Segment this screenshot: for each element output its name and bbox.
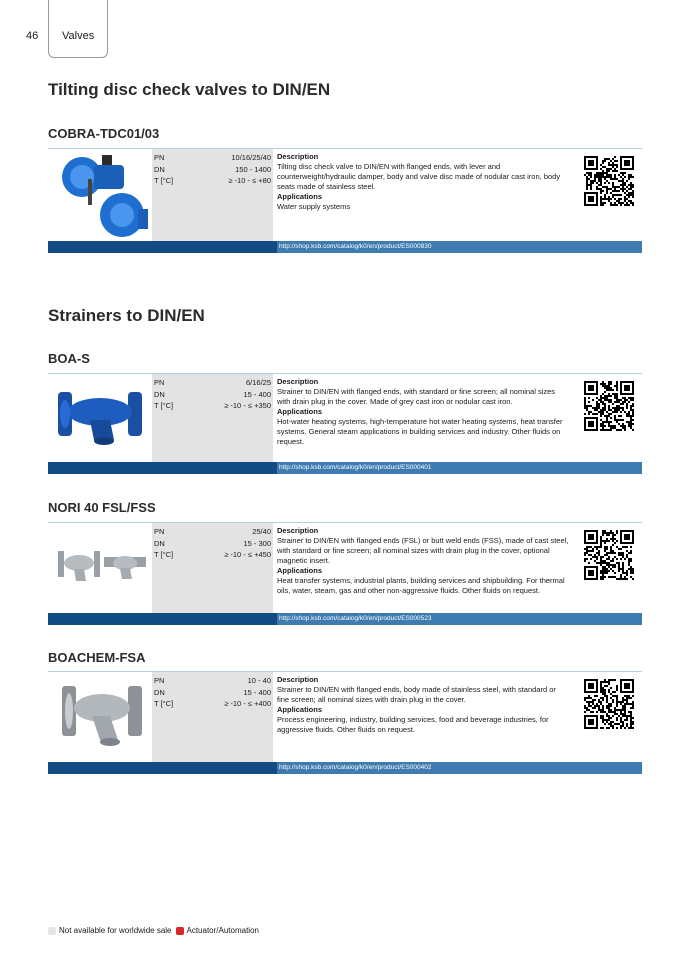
spec-value-pn: 25/40 [252,527,271,536]
product-card [48,148,642,254]
spec-label-dn: DN [154,538,165,548]
applications-heading: Applications [277,407,323,416]
chapter-tab [48,0,108,58]
spec-label-t: T [°C] [154,176,174,185]
spec-label-pn: PN [154,378,165,387]
description-text: Strainer to DIN/EN with flanged ends, body made of stainless steel, with standard or fine screen; all nominal sizes with drain plug in the cover. [277,685,556,704]
description-block [277,374,569,447]
product-image [48,374,152,462]
legend-label: Not available for worldwide sale [59,926,172,935]
product-title: BOACHEM-FSA [48,650,146,665]
spec-value-dn: 15 - 400 [243,687,271,697]
product-image [48,149,152,241]
product-link-bar [48,241,642,253]
spec-value-t: ≥ -10 - ≤ +450 [224,550,271,559]
product-card [48,522,642,626]
spec-value-t: ≥ -10 - ≤ +400 [224,699,271,708]
spec-value-dn: 15 - 300 [243,538,271,548]
section-title: Strainers to DIN/EN [48,306,205,325]
chapter-tab-label: Valves [62,30,95,42]
product-image [48,523,152,613]
spec-panel [152,374,273,462]
applications-text: Process engineering, industry, building services, food and beverage industries, for aggressive fluids. Other fluids on request. [277,715,549,734]
description-heading: Description [277,526,319,535]
spec-value-t: ≥ -10 - ≤ +350 [224,401,271,410]
description-heading: Description [277,377,319,386]
legend-label: Actuator/Automation [186,926,259,935]
product-card [48,671,642,775]
description-block [277,672,569,735]
legend-swatch [176,927,184,935]
product-card [48,373,642,475]
legend-swatch [48,927,56,935]
applications-text: Heat transfer systems, industrial plants, building services and shipbuilding. For thermal oils, water, steam, gas and other non-aggressive fluids. Other fluids on request. [277,576,565,595]
description-heading: Description [277,152,319,161]
spec-label-pn: PN [154,527,165,536]
description-block [277,523,569,596]
spec-value-t: ≥ -10 - ≤ +80 [228,176,271,185]
spec-label-pn: PN [154,676,165,685]
product-url-link[interactable]: http://shop.ksb.com/catalog/k0/en/product/ES000523 [277,613,642,625]
spec-label-dn: DN [154,389,165,399]
section-title: Tilting disc check valves to DIN/EN [48,80,331,99]
spec-value-pn: 6/16/25 [245,378,271,387]
qr-code-icon[interactable] [584,679,634,729]
product-title: BOA-S [48,351,90,366]
spec-label-t: T [°C] [154,699,174,708]
product-url-link[interactable]: http://shop.ksb.com/catalog/k0/en/product/ES000830 [277,241,642,253]
spec-label-t: T [°C] [154,401,174,410]
qr-code-icon[interactable] [584,156,634,206]
spec-panel [152,149,273,241]
qr-code-icon[interactable] [584,530,634,580]
product-title: NORI 40 FSL/FSS [48,500,156,515]
legend-item [48,926,172,935]
applications-text: Water supply systems [277,202,351,211]
product-link-bar [48,462,642,474]
spec-panel [152,672,273,762]
spec-value-pn: 10 - 40 [247,676,271,685]
spec-value-pn: 10/16/25/40 [231,153,271,162]
applications-heading: Applications [277,705,323,714]
product-image [48,672,152,762]
product-link-bar [48,762,642,774]
applications-heading: Applications [277,566,323,575]
legend [48,926,263,935]
page-number: 46 [26,30,39,42]
product-title: COBRA-TDC01/03 [48,126,160,141]
spec-label-dn: DN [154,164,165,174]
spec-value-dn: 15 - 400 [243,389,271,399]
spec-label-t: T [°C] [154,550,174,559]
applications-heading: Applications [277,192,323,201]
applications-text: Hot-water heating systems, high-temperature hot water heating systems, heat transfer systems. General steam applications in building services and industry. Other fluids on request. [277,417,563,446]
product-link-bar [48,613,642,625]
description-text: Strainer to DIN/EN with flanged ends, with standard or fine screen; all nominal sizes with drain plug in the cover. Made of grey cast iron or nodular cast iron. [277,387,556,406]
spec-label-dn: DN [154,687,165,697]
description-text: Tilting disc check valve to DIN/EN with flanged ends, with lever and counterweight/hydraulic damper, body and valve disc made of nodular cast iron, body seats made of stainless steel. [277,162,561,191]
legend-item [176,926,259,935]
spec-panel [152,523,273,613]
description-heading: Description [277,675,319,684]
description-text: Strainer to DIN/EN with flanged ends (FSL) or butt weld ends (FSS), made of cast steel, with standard or fine screen; all nominal sizes with drain plug in the cover, optional magnetic insert. [277,536,569,565]
spec-value-dn: 150 - 1400 [235,164,271,174]
product-url-link[interactable]: http://shop.ksb.com/catalog/k0/en/product/ES000401 [277,462,642,474]
spec-label-pn: PN [154,153,165,162]
product-url-link[interactable]: http://shop.ksb.com/catalog/k0/en/product/ES000402 [277,762,642,774]
qr-code-icon[interactable] [584,381,634,431]
description-block [277,149,569,212]
